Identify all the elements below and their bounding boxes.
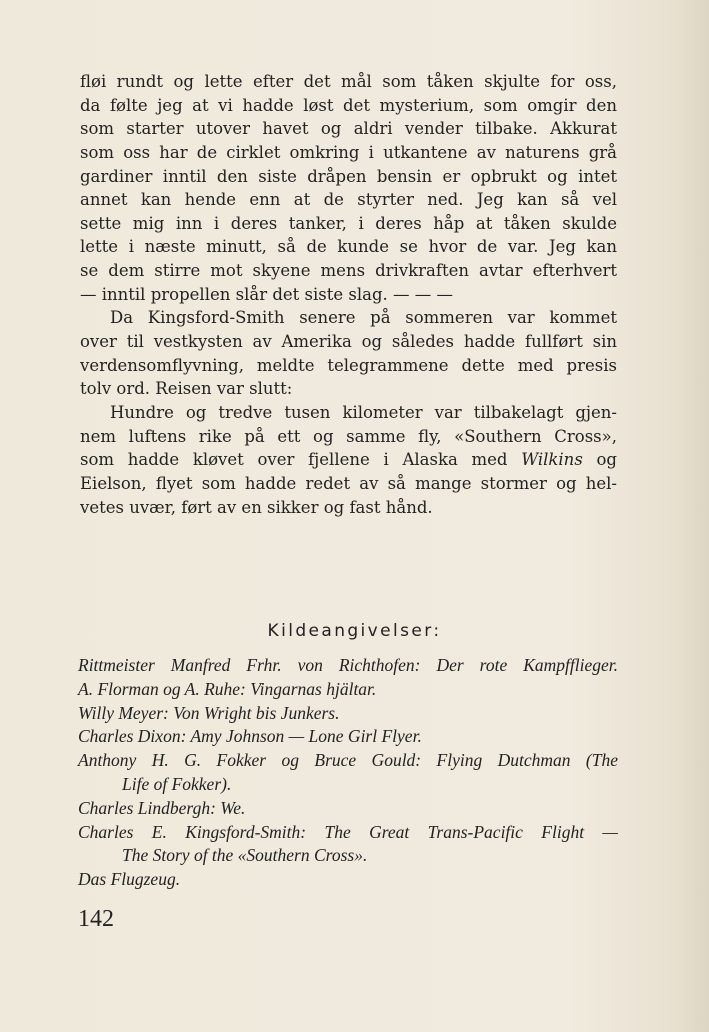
source-entry-line: The Story of the «Southern Cross».	[122, 845, 368, 866]
source-entry-line: Charles E. Kingsford-Smith: The Great Trans-Pacific Flight —	[78, 821, 618, 842]
text-line: over til vestkysten av Amerika og således hadde fullført sin	[80, 332, 617, 352]
body-text	[80, 70, 617, 519]
source-entry-line: Charles Lindbergh: We.	[78, 797, 246, 818]
text-line: vetes uvær, ført av en sikker og fast hånd.	[80, 497, 433, 517]
text-segment: og	[582, 450, 617, 470]
text-line: Hundre og tredve tusen kilometer var tilbakelagt gjen-	[110, 402, 617, 422]
text-line: gardiner inntil den siste dråpen bensin er opbrukt og intet	[80, 166, 617, 186]
text-line: Da Kingsford-Smith senere på sommeren var kommet	[110, 308, 617, 328]
source-entry-line: A. Florman og A. Ruhe: Vingarnas hjältar.	[78, 678, 377, 699]
italic-name: Wilkins	[521, 450, 583, 470]
text-line: som starter utover havet og aldri vender tilbake. Akkurat	[80, 119, 617, 139]
text-line: Eielson, flyet som hadde redet av så mange stormer og hel-	[80, 473, 617, 493]
sources-heading: Kildeangivelser:	[267, 621, 442, 641]
page-number: 142	[78, 906, 114, 932]
text-line: sette mig inn i deres tanker, i deres håp at tåken skulde	[80, 213, 617, 233]
text-line: da følte jeg at vi hadde løst det mysterium, som omgir den	[80, 95, 617, 115]
source-entry-line: Anthony H. G. Fokker og Bruce Gould: Flying Dutchman (The	[78, 750, 618, 771]
text-line: fløi rundt og lette efter det mål som tåken skjulte for oss,	[80, 72, 617, 91]
text-line: — inntil propellen slår det siste slag. — — —	[80, 284, 453, 304]
text-line: tolv ord. Reisen var slutt:	[80, 379, 293, 399]
source-entry-line: Rittmeister Manfred Frhr. von Richthofen: Der rote Kampfflieger.	[78, 655, 618, 675]
text-line: annet kan hende enn at de styrter ned. Jeg kan så vel	[80, 190, 617, 210]
text-line: lette i næste minutt, så de kunde se hvor de var. Jeg kan	[80, 237, 617, 257]
text-line	[80, 448, 617, 472]
source-entry-line: Charles Dixon: Amy Johnson — Lone Girl Flyer.	[78, 726, 422, 747]
text-line: se dem stirre mot skyene mens drivkraften avtar efterhvert	[80, 261, 617, 281]
source-entry-line: Life of Fokker).	[122, 773, 232, 794]
text-line: verdensomflyvning, meldte telegrammene dette med presis	[80, 355, 617, 375]
text-line: som oss har de cirklet omkring i utkantene av naturens grå	[80, 142, 617, 162]
source-entry-line: Willy Meyer: Von Wright bis Junkers.	[78, 702, 340, 723]
sources-list	[78, 654, 618, 892]
text-line: nem luftens rike på ett og samme fly, «Southern Cross»,	[80, 426, 617, 446]
text-segment: som hadde kløvet over fjellene i Alaska med	[80, 450, 522, 470]
source-entry-line: Das Flugzeug.	[78, 869, 181, 890]
